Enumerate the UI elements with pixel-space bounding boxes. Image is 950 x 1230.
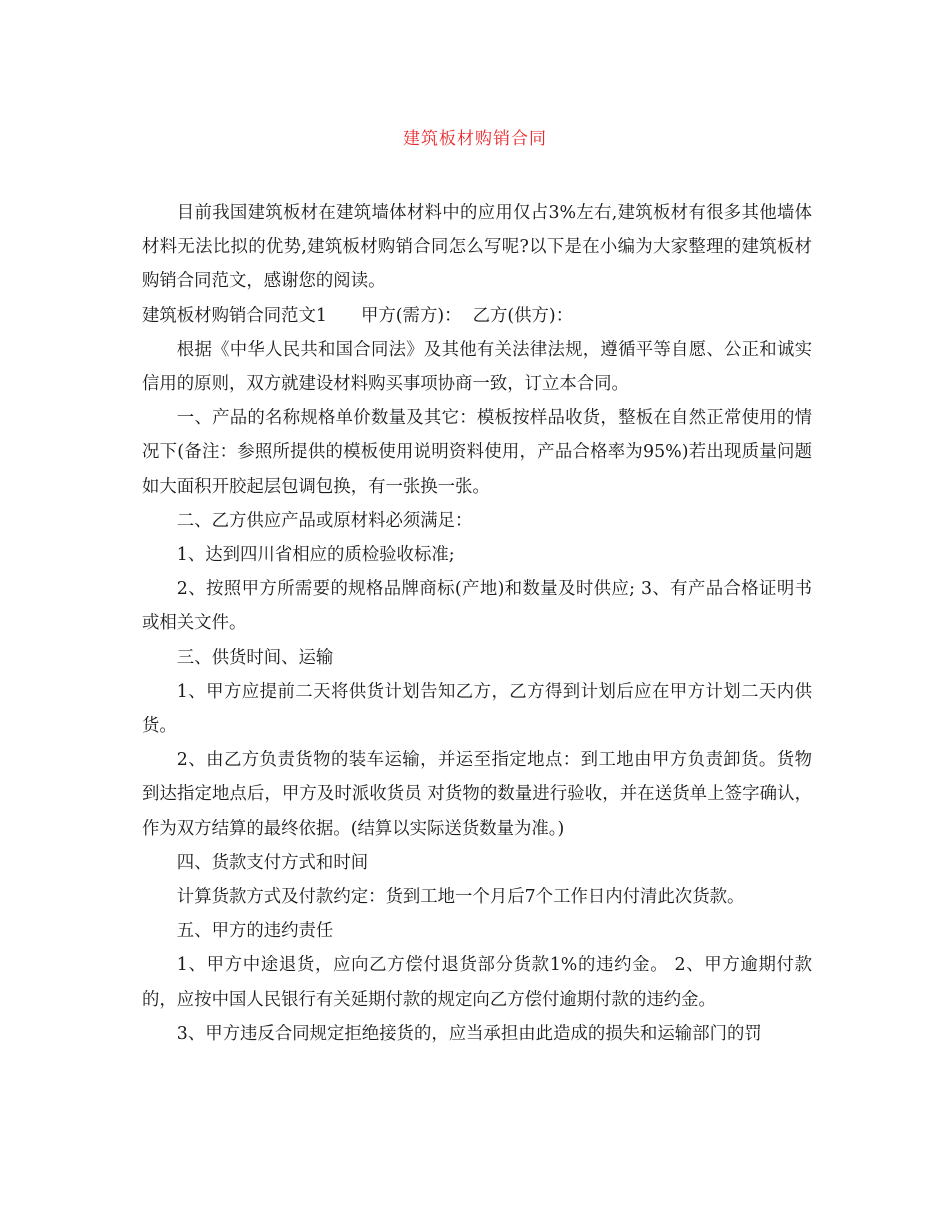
document-title: 建筑板材购销合同 [403,129,547,149]
paragraph-section-1: 一、产品的名称规格单价数量及其它：模板按样品收货，整板在自然正常使用的情况下(备注：参照所提供的模板使用说明资料使用，产品合格率为95%)若出现质量问题如大面积开胶起层包调包换，有一张换一张。 [142,408,812,497]
party-b-label: 乙方(供方)： [472,305,574,326]
paragraph-intro: 目前我国建筑板材在建筑墙体材料中的应用仅占3%左右,建筑板材有很多其他墙体材料无法比拟的优势,建筑板材购销合同怎么写呢?以下是在小编为大家整理的建筑板材购销合同范文，感谢您的阅读。 [142,203,812,292]
paragraph-section-3-item-1: 1、甲方应提前二天将供货计划告知乙方，乙方得到计划后应在甲方计划二天内供货。 [142,681,812,737]
paragraph-section-2-heading: 二、乙方供应产品或原材料必须满足： [176,510,473,531]
paragraph-section-2-item-2: 2、按照甲方所需要的规格品牌商标(产地)和数量及时供应; 3、有产品合格证明书或相关文件。 [142,579,812,634]
template-heading: 建筑板材购销合同范文1 [142,305,327,326]
document-body [142,196,812,1051]
paragraph-section-3-heading: 三、供货时间、运输 [176,647,334,668]
paragraph-section-4-body: 计算货款方式及付款约定：货到工地一个月后7个工作日内付清此次货款。 [176,887,745,908]
paragraph-section-5-heading: 五、甲方的违约责任 [176,921,334,942]
paragraph-section-3-item-2: 2、由乙方负责货物的装车运输，并运至指定地点：到工地由甲方负责卸货。货物到达指定地点后，甲方及时派收货员 对货物的数量进行验收，并在送货单上签字确认，作为双方结算的最终依据。(结算以实际送货数量为准。) [142,750,812,839]
party-a-label: 甲方(需方)： [360,305,462,326]
paragraph-section-4-heading: 四、货款支付方式和时间 [176,852,369,873]
paragraph-section-5-item-3: 3、甲方违反合同规定拒绝接货的，应当承担由此造成的损失和运输部门的罚 [176,1023,762,1044]
paragraph-template-heading [142,299,812,333]
paragraph-section-5-item-1: 1、甲方中途退货，应向乙方偿付退货部分货款1%的违约金。 2、甲方逾期付款的，应按中国人民银行有关延期付款的规定向乙方偿付逾期付款的违约金。 [142,955,812,1010]
paragraph-basis: 根据《中华人民共和国合同法》及其他有关法律法规，遵循平等自愿、公正和诚实信用的原则，双方就建设材料购买事项协商一致，订立本合同。 [142,339,812,395]
paragraph-section-2-item-1: 1、达到四川省相应的质检验收标准; [176,545,455,566]
